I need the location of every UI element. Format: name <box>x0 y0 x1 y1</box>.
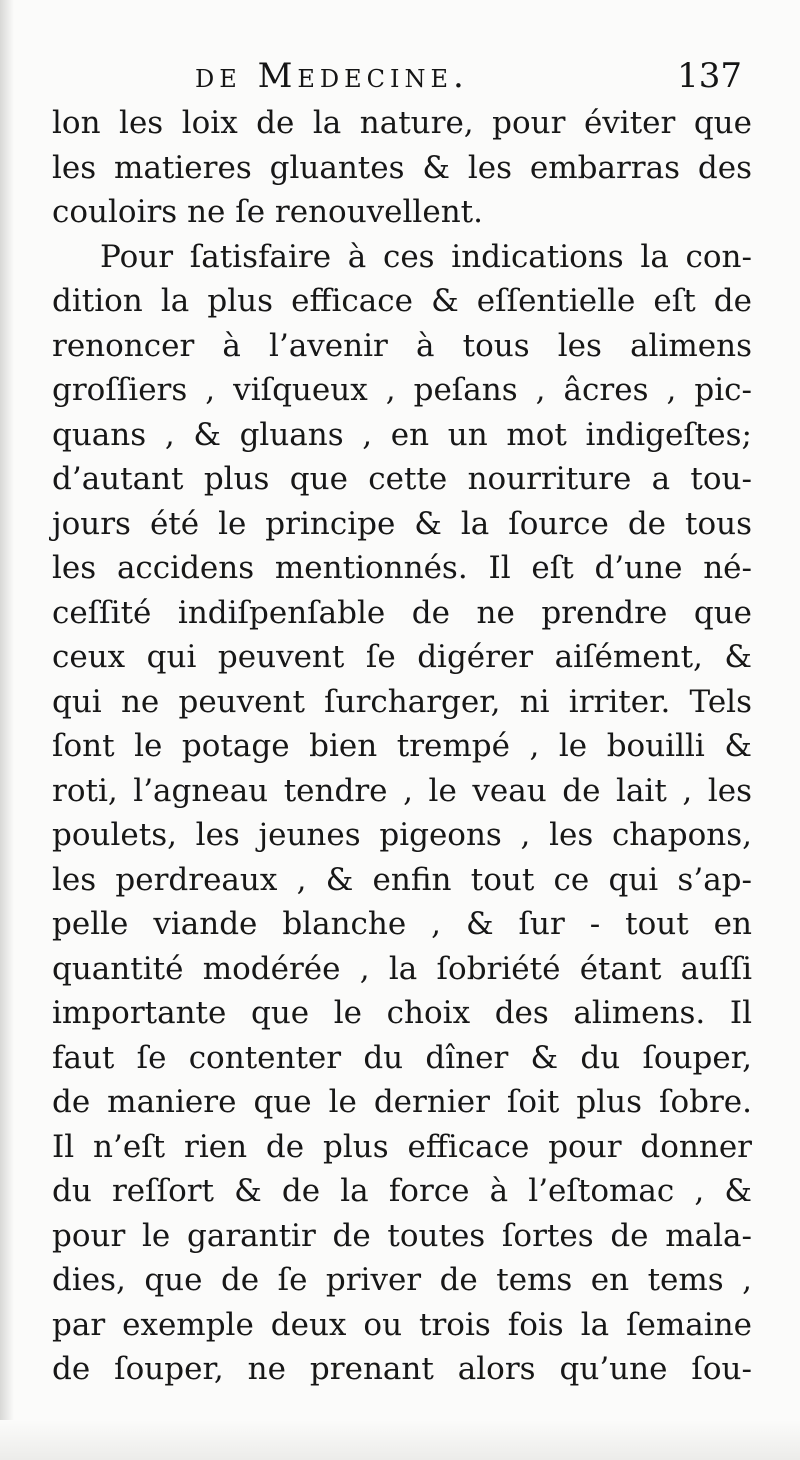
text-line: de ſouper, ne prenant alors qu’une ſou- <box>52 1351 752 1387</box>
text-line: par exemple deux ou trois fois la ſemaine <box>52 1306 752 1343</box>
body-text <box>52 101 752 1392</box>
text-line: Il n’eſt rien de plus efficace pour donner <box>52 1128 752 1165</box>
text-line: poulets, les jeunes pigeons , les chapons, <box>52 817 752 853</box>
text-line: faut ſe contenter du dîner & du ſouper, <box>52 1039 752 1076</box>
text-line: ſont le potage bien trempé , le bouilli & <box>52 728 752 764</box>
text-line: ceſſité indiſpenſable de ne prendre que <box>52 594 752 631</box>
page-bottom-shadow <box>0 1420 800 1460</box>
text-line: groſſiers , viſqueux , peſans , âcres , pic- <box>52 372 752 408</box>
text-line: Pour ſatisfaire à ces indications la con- <box>100 238 752 275</box>
page-number: 137 <box>677 56 742 96</box>
text-line: importante que le choix des alimens. Il <box>52 995 752 1031</box>
text-line: qui ne peuvent ſurcharger, ni irriter. Tels <box>52 683 752 720</box>
page-edge-shadow <box>0 0 14 1460</box>
text-line: jours été le principe & la ſource de tous <box>52 505 752 542</box>
text-line: les accidens mentionnés. Il eſt d’une né- <box>52 550 752 586</box>
text-line: dies, que de ſe priver de tems en tems , <box>52 1262 752 1298</box>
text-line: ceux qui peuvent ſe digérer aiſément, & <box>52 639 752 675</box>
text-line: roti, l’agneau tendre , le veau de lait , les <box>52 772 752 809</box>
text-line: lon les loix de la nature, pour éviter que <box>52 105 752 141</box>
text-line: les perdreaux , & enfin tout ce qui s’ap- <box>52 861 752 898</box>
text-line: renoncer à l’avenir à tous les alimens <box>52 327 752 364</box>
text-line: pelle viande blanche , & ſur - tout en <box>52 906 752 942</box>
text-line: d’autant plus que cette nourriture a tou- <box>52 461 752 497</box>
text-line: pour le garantir de toutes ſortes de mala- <box>52 1217 752 1254</box>
text-line: dition la plus efficace & eſſentielle eſt de <box>52 283 752 319</box>
text-line: quantité modérée , la ſobriété étant auſſi <box>52 950 752 987</box>
text-line: quans , & gluans , en un mot indigeſtes; <box>52 416 752 453</box>
text-line: du reſſort & de la force à l’eſtomac , & <box>52 1173 752 1209</box>
text-line: de maniere que le dernier ſoit plus ſobre. <box>52 1084 752 1120</box>
text-line: les matieres gluantes & les embarras des <box>52 149 752 186</box>
text-line: couloirs ne ſe renouvellent. <box>52 194 483 230</box>
running-title: de Medecine. <box>195 56 469 96</box>
page-header <box>195 56 742 100</box>
